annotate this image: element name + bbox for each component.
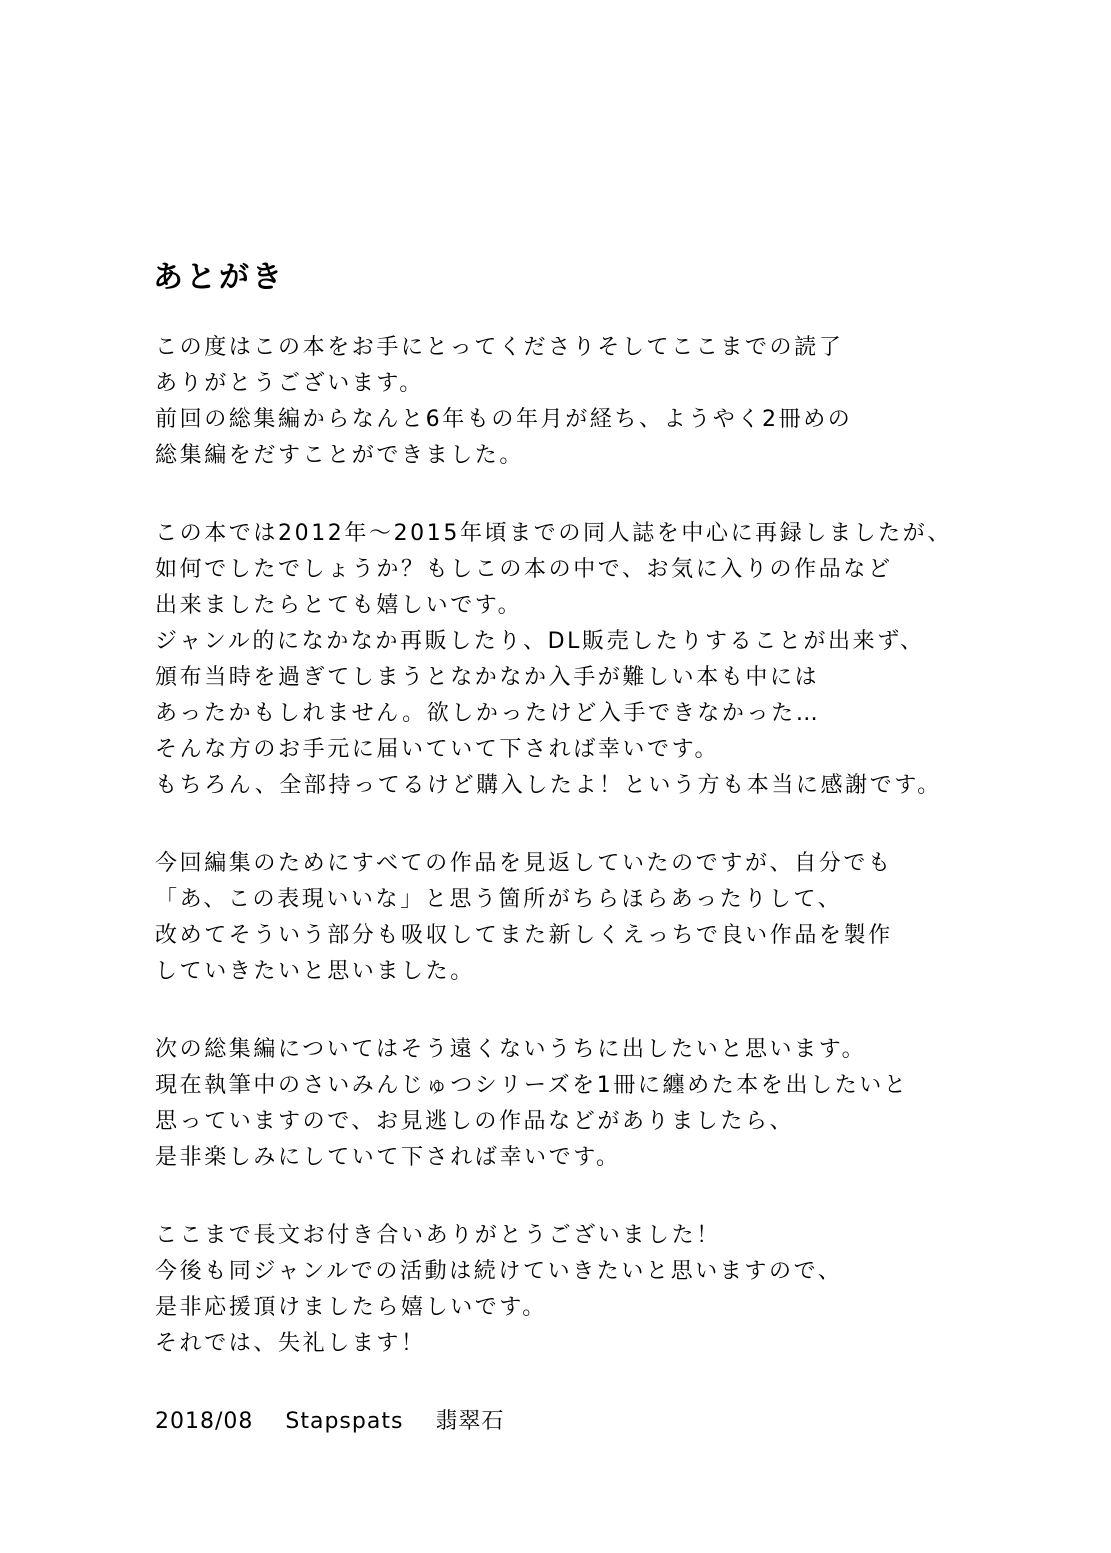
text-line: 「あ、この表現いいな」と思う箇所がちらほらあったりして、 (155, 887, 843, 912)
paragraph (155, 516, 952, 804)
text-line: 是非楽しみにしていて下されば幸いです。 (155, 1145, 621, 1170)
text-line: 総集編をだすことができました。 (155, 443, 525, 468)
paragraph-gap (155, 1176, 952, 1218)
signature-author: 翡翠石 (435, 1409, 505, 1434)
text-line: 頒布当時を過ぎてしまうとなかなか入手が難しい本も中には (155, 665, 820, 690)
paragraph (155, 1218, 952, 1362)
text-line: ありがとうございます。 (155, 371, 424, 396)
paragraph (155, 846, 952, 990)
text-line: 改めてそういう部分も吸収してまた新しくえっちで良い作品を製作 (155, 923, 893, 948)
text-line: あったかもしれません。欲しかったけど入手できなかった… (155, 701, 821, 726)
text-line: そんな方のお手元に届いていて下されば幸いです。 (155, 737, 720, 762)
text-line: 現在執筆中のさいみんじゅつシリーズを1冊に纏めた本を出したいと (155, 1073, 909, 1098)
paragraph-gap (155, 990, 952, 1032)
afterword-body (155, 330, 952, 1362)
signature-circle: Stapspats (285, 1409, 404, 1434)
text-line: もちろん、全部持ってるけど購入したよ！という方も本当に感謝です。 (155, 773, 942, 798)
text-line: それでは、失礼します！ (155, 1331, 426, 1356)
text-line: 次の総集編についてはそう遠くないうちに出したいと思います。 (155, 1037, 867, 1062)
paragraph (155, 1032, 952, 1176)
text-line: 今回編集のためにすべての作品を見返していたのですが、自分でも (155, 851, 893, 876)
text-line: 是非応援頂けましたら嬉しいです。 (155, 1295, 547, 1320)
text-line: 思っていますので、お見逃しの作品などがありましたら、 (155, 1109, 795, 1134)
paragraph-gap (155, 804, 952, 846)
text-line: 如何でしたでしょうか？もしこの本の中で、お気に入りの作品など (155, 557, 893, 582)
text-line: していきたいと思いました。 (155, 959, 475, 984)
text-line: この本では2012年～2015年頃までの同人誌を中心に再録しましたが、 (155, 521, 952, 546)
text-line: 出来ましたらとても嬉しいです。 (155, 593, 523, 618)
paragraph (155, 330, 952, 474)
signature-date: 2018/08 (155, 1409, 254, 1434)
page-title: あとがき (153, 260, 285, 295)
signature (155, 1404, 504, 1440)
text-line: ここまで長文お付き合いありがとうございました！ (155, 1223, 721, 1248)
text-line: ジャンル的になかなか再販したり、DL販売したりすることが出来ず、 (155, 629, 925, 654)
text-line: 今後も同ジャンルでの活動は続けていきたいと思いますので、 (155, 1259, 843, 1284)
text-line: 前回の総集編からなんと6年もの年月が経ち、ようやく2冊めの (155, 407, 853, 432)
text-line: この度はこの本をお手にとってくださりそしてここまでの読了 (155, 335, 844, 360)
paragraph-gap (155, 474, 952, 516)
